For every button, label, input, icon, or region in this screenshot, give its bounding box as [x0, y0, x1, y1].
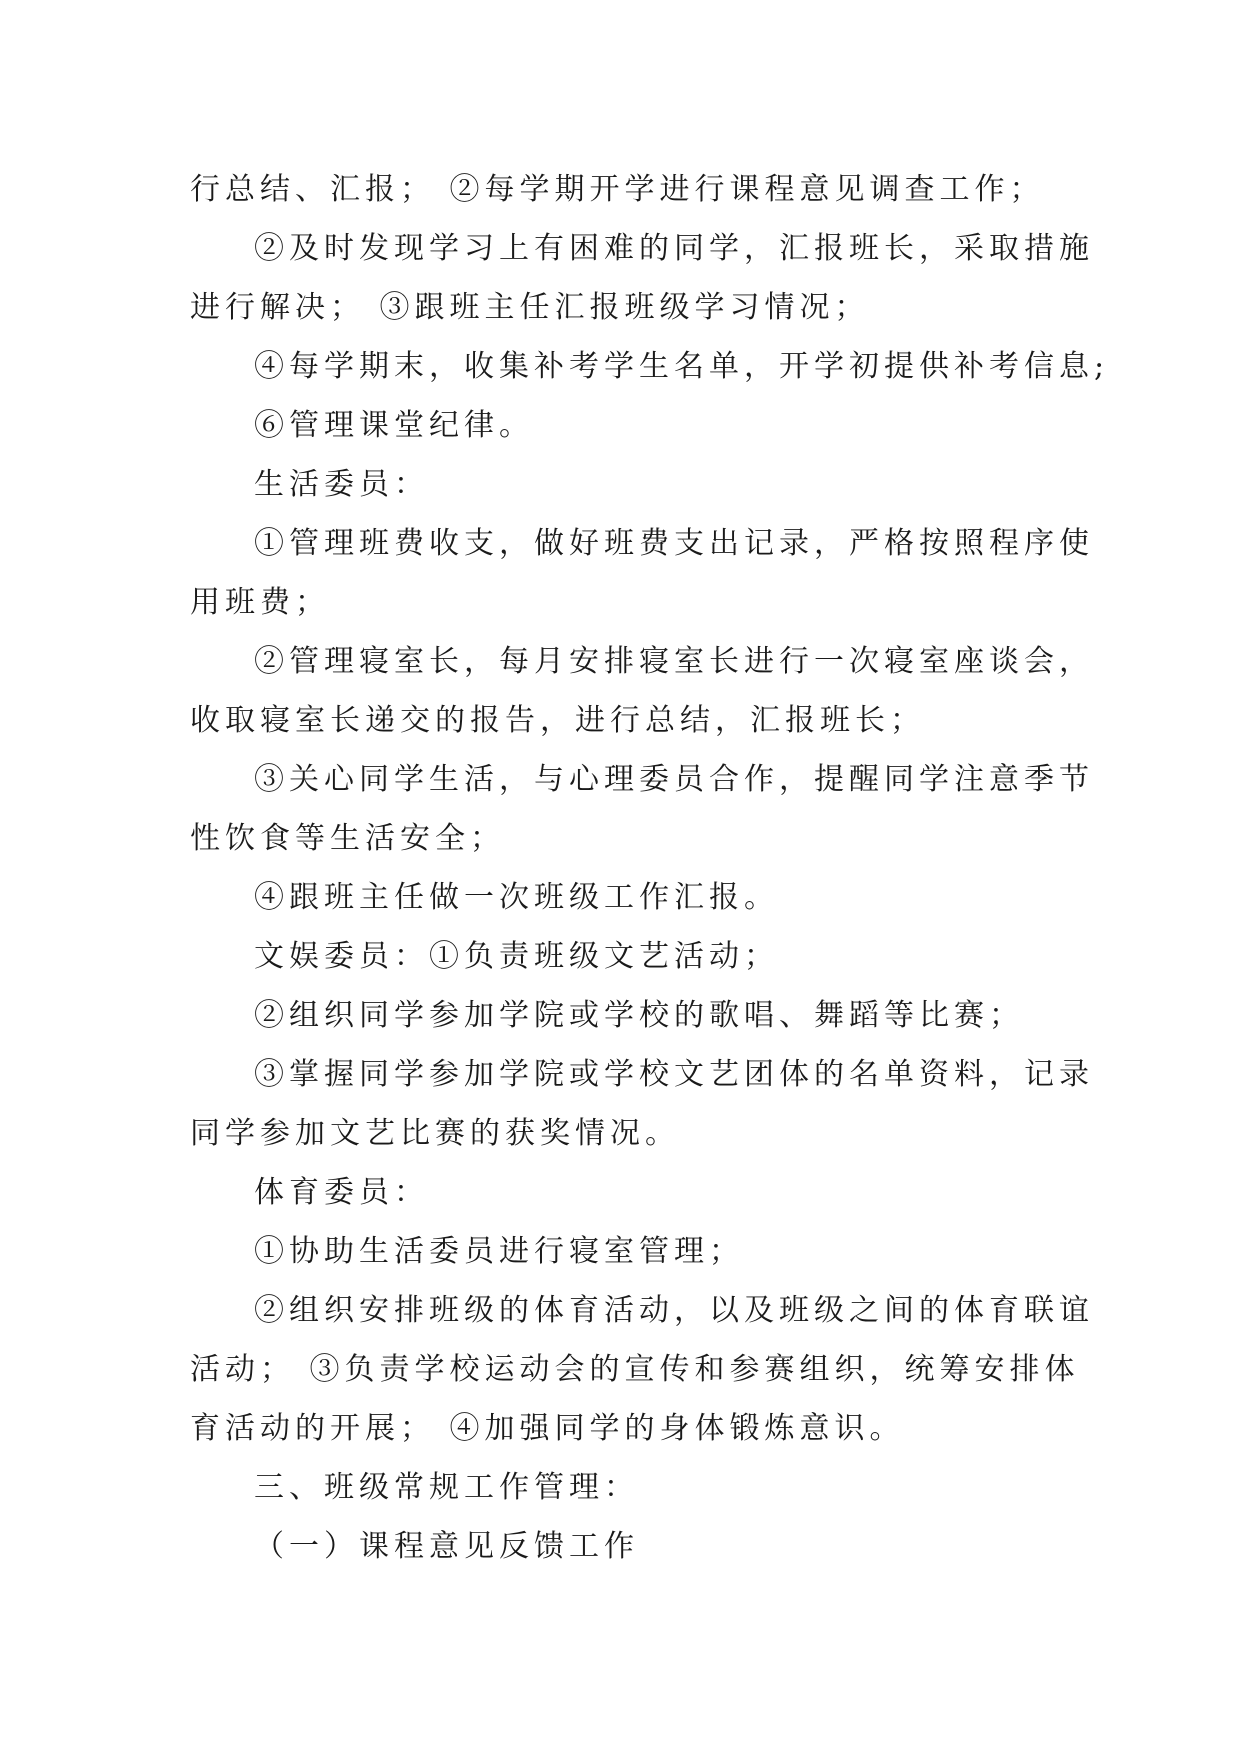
- text-line: 用班费；: [190, 585, 330, 620]
- text-line: 文娱委员：①负责班级文艺活动；: [254, 939, 779, 974]
- text-line: ②组织同学参加学院或学校的歌唱、舞蹈等比赛；: [254, 998, 1024, 1033]
- section-heading: 体育委员：: [254, 1175, 429, 1210]
- text-line: ②组织安排班级的体育活动，以及班级之间的体育联谊: [254, 1293, 1094, 1328]
- text-line: 育活动的开展； ④加强同学的身体锻炼意识。: [190, 1411, 905, 1446]
- text-line: ①管理班费收支，做好班费支出记录，严格按照程序使: [254, 526, 1094, 561]
- text-line: 进行解决； ③跟班主任汇报班级学习情况；: [190, 290, 870, 325]
- subsection-heading: （一）课程意见反馈工作: [254, 1529, 639, 1564]
- section-heading: 生活委员：: [254, 467, 429, 502]
- text-line: ③掌握同学参加学院或学校文艺团体的名单资料，记录: [254, 1057, 1094, 1092]
- text-line: ②管理寝室长，每月安排寝室长进行一次寝室座谈会，: [254, 644, 1094, 679]
- text-line: 行总结、汇报； ②每学期开学进行课程意见调查工作；: [190, 172, 1045, 207]
- text-line: ③关心同学生活，与心理委员合作，提醒同学注意季节: [254, 762, 1094, 797]
- text-line: 活动； ③负责学校运动会的宣传和参赛组织，统筹安排体: [190, 1352, 1080, 1387]
- text-line: ⑥管理课堂纪律。: [254, 408, 534, 443]
- text-line: ④跟班主任做一次班级工作汇报。: [254, 880, 779, 915]
- text-line: ④每学期末，收集补考学生名单，开学初提供补考信息;: [254, 349, 1110, 384]
- text-line: 收取寝室长递交的报告，进行总结，汇报班长；: [190, 703, 925, 738]
- text-line: ①协助生活委员进行寝室管理；: [254, 1234, 744, 1269]
- text-line: ②及时发现学习上有困难的同学，汇报班长，采取措施: [254, 231, 1094, 266]
- section-heading: 三、班级常规工作管理：: [254, 1470, 639, 1505]
- document-body: [190, 160, 1110, 1576]
- text-line: 性饮食等生活安全；: [190, 821, 505, 856]
- text-line: 同学参加文艺比赛的获奖情况。: [190, 1116, 680, 1151]
